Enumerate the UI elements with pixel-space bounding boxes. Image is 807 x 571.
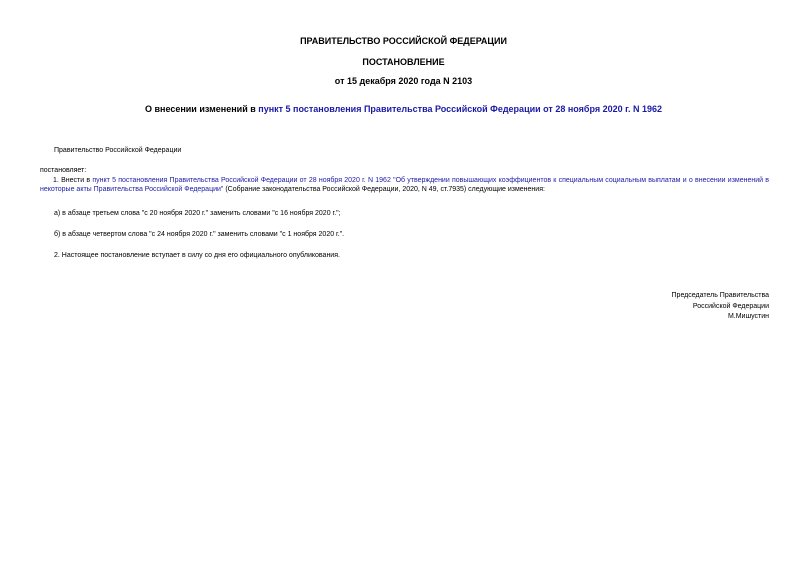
item1-link-decree[interactable]: пункт 5 постановления Правительства Российской Федерации от 28 ноября 2020 г. N 1962 xyxy=(92,177,391,184)
signature-block xyxy=(672,291,769,323)
item1-prefix: 1. Внести в xyxy=(53,177,93,184)
signature-name: М.Мишустин xyxy=(727,313,769,320)
subitem-b: б) в абзаце четвертом слова "с 24 ноября 2020 г." заменить словами "с 1 ноября 2020 г.". xyxy=(54,231,345,238)
government-heading: ПРАВИТЕЛЬСТВО РОССИЙСКОЙ ФЕДЕРАЦИИ xyxy=(300,36,507,46)
issuer-text: Правительство Российской Федерации xyxy=(54,147,182,154)
date-number-heading: от 15 декабря 2020 года N 2103 xyxy=(334,76,473,86)
paragraph-item-2: 2. Настоящее постановление вступает в силу со дня его официального опубликования. xyxy=(54,252,340,259)
paragraph-item-1 xyxy=(40,176,769,194)
signature-title-line2: Российской Федерации xyxy=(692,302,769,310)
item1-link-title[interactable]: "Об утверждении повышающих коэффициентов к специальным социальным выплатам и о внесении изменений в некоторые акты Правительства Российской Федерации" xyxy=(40,177,770,193)
title-link[interactable]: пункт 5 постановления Правительства Российской Федерации от 28 ноября 2020 г. N 1962 xyxy=(258,104,663,114)
decrees-text: постановляет: xyxy=(40,167,87,174)
document-title xyxy=(0,104,807,115)
document-type-heading: ПОСТАНОВЛЕНИЕ xyxy=(362,57,445,67)
signature-title-line1: Председатель Правительства xyxy=(671,292,769,299)
item1-suffix: (Собрание законодательства Российской Федерации, 2020, N 49, ст.7935) следующие изменения: xyxy=(223,186,545,193)
title-prefix: О внесении изменений в xyxy=(144,104,259,114)
subitem-a: а) в абзаце третьем слова "с 20 ноября 2020 г." заменить словами "с 16 ноября 2020 г."; xyxy=(54,210,341,217)
